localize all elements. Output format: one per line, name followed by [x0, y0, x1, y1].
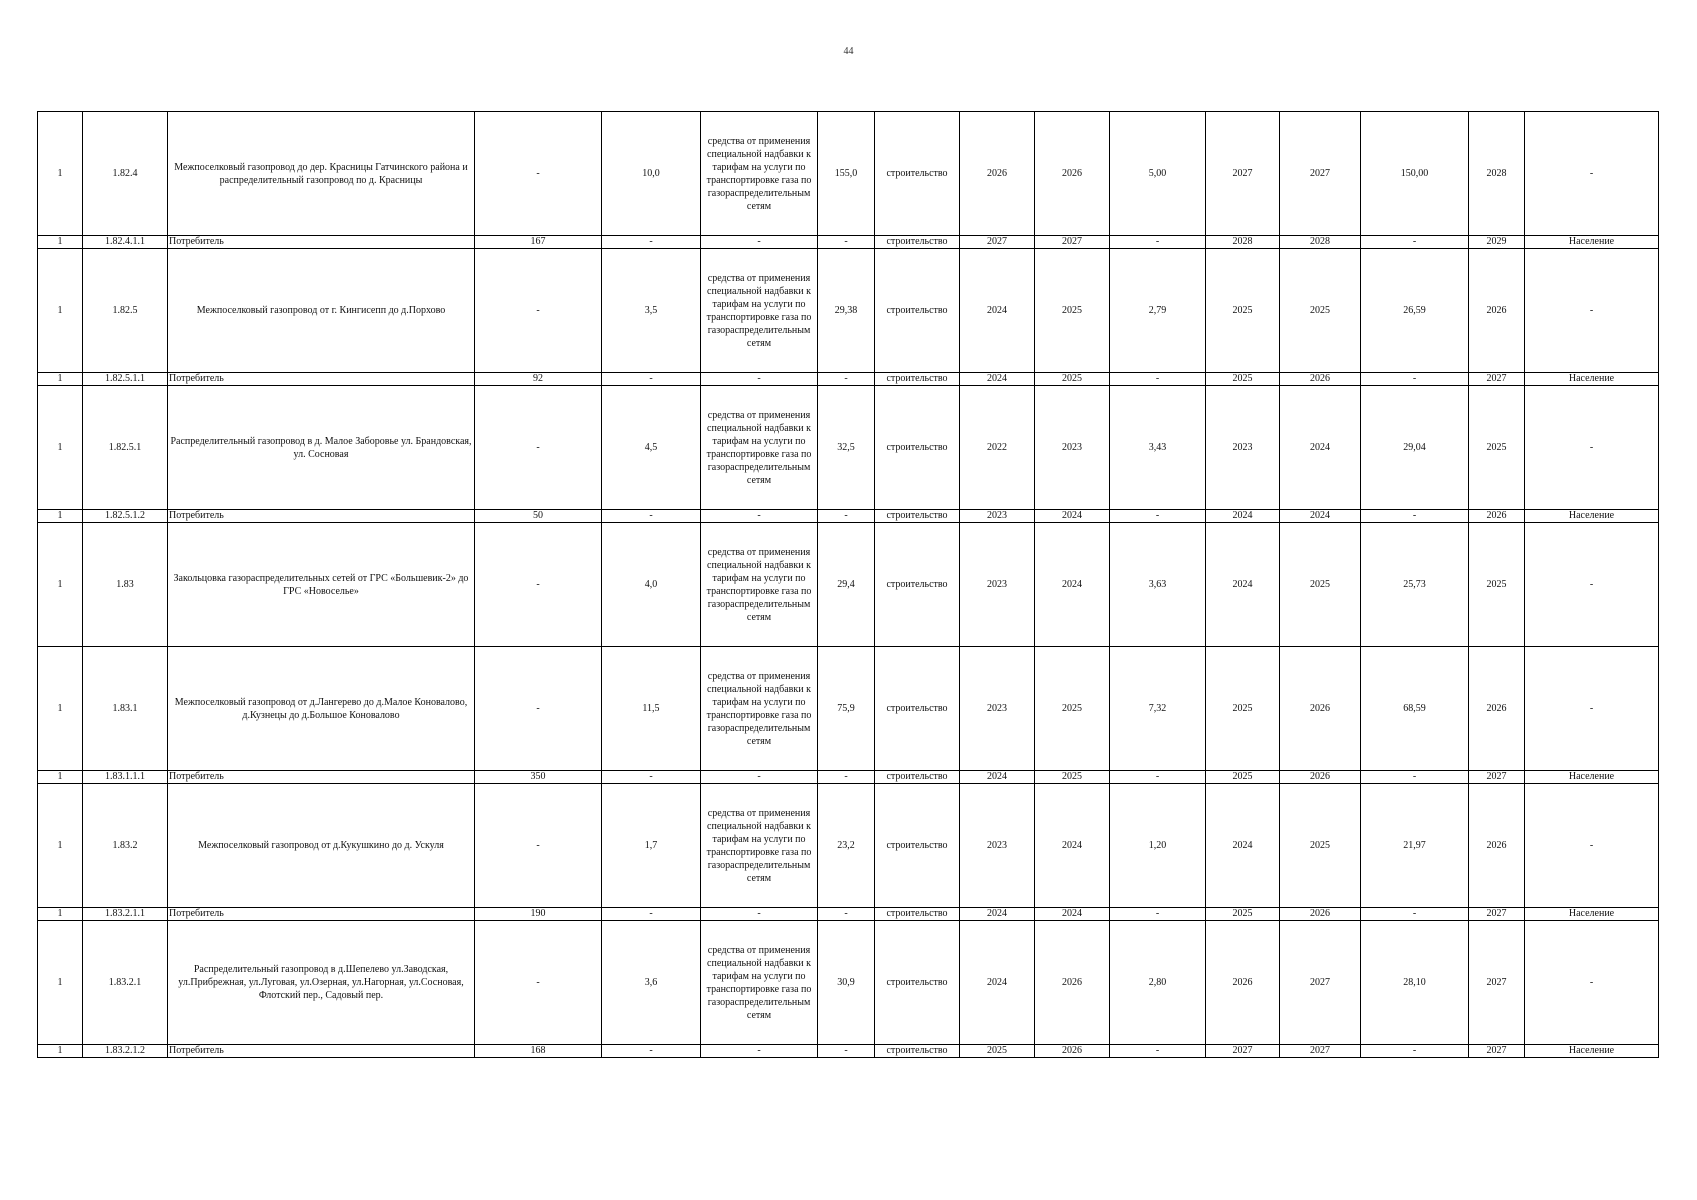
cell-commission-year: 2026 [1469, 510, 1525, 523]
cell-commission-year: 2027 [1469, 921, 1525, 1045]
cell-design-end-year: 2025 [1035, 647, 1110, 771]
cell-financing-source: средства от применения специальной надбавки к тарифам на услуги по транспортировке газа по газораспределительным сетям [701, 784, 818, 908]
cell-consumers: 190 [475, 908, 602, 921]
cell-total-cost: 32,5 [818, 386, 875, 510]
cell-work-type: строительство [875, 771, 960, 784]
cell-construction-end-year: 2026 [1280, 373, 1361, 386]
cell-object-name: Межпоселковый газопровод до дер. Красницы Гатчинского района и распределительный газопровод по д. Красницы [168, 112, 475, 236]
cell-object-name: Межпоселковый газопровод от г. Кингисепп до д.Порхово [168, 249, 475, 373]
cell-object-code: 1.83.2 [83, 784, 168, 908]
cell-consumer-category: Население [1525, 510, 1659, 523]
cell-consumer-category: - [1525, 921, 1659, 1045]
cell-construction-start-year: 2026 [1206, 921, 1280, 1045]
cell-commission-year: 2026 [1469, 249, 1525, 373]
cell-construction-cost: 26,59 [1361, 249, 1469, 373]
cell-design-end-year: 2026 [1035, 112, 1110, 236]
cell-financing-source: - [701, 1045, 818, 1058]
cell-construction-start-year: 2025 [1206, 249, 1280, 373]
cell-consumer-category: Население [1525, 236, 1659, 249]
consumer-row [38, 373, 1659, 386]
cell-construction-end-year: 2024 [1280, 510, 1361, 523]
object-row [38, 784, 1659, 908]
cell-consumers: 92 [475, 373, 602, 386]
cell-total-cost: - [818, 771, 875, 784]
cell-length: 10,0 [602, 112, 701, 236]
cell-construction-cost: 25,73 [1361, 523, 1469, 647]
cell-construction-start-year: 2027 [1206, 112, 1280, 236]
cell-design-cost: - [1110, 373, 1206, 386]
cell-length: - [602, 771, 701, 784]
cell-row-index: 1 [38, 236, 83, 249]
cell-construction-end-year: 2027 [1280, 112, 1361, 236]
cell-consumers: - [475, 249, 602, 373]
consumer-row [38, 236, 1659, 249]
table-body [38, 112, 1659, 1058]
cell-length: 1,7 [602, 784, 701, 908]
cell-consumer-category: Население [1525, 373, 1659, 386]
cell-financing-source: - [701, 510, 818, 523]
cell-design-cost: 5,00 [1110, 112, 1206, 236]
cell-work-type: строительство [875, 510, 960, 523]
cell-object-name: Межпоселковый газопровод от д.Кукушкино до д. Ускуля [168, 784, 475, 908]
cell-construction-end-year: 2026 [1280, 908, 1361, 921]
cell-object-name: Межпоселковый газопровод от д.Лангерево до д.Малое Коновалово, д.Кузнецы до д.Большое Коновалово [168, 647, 475, 771]
cell-length: 11,5 [602, 647, 701, 771]
cell-row-index: 1 [38, 523, 83, 647]
cell-work-type: строительство [875, 386, 960, 510]
cell-consumer-category: - [1525, 386, 1659, 510]
cell-consumer-category: Население [1525, 1045, 1659, 1058]
cell-design-end-year: 2024 [1035, 523, 1110, 647]
cell-construction-end-year: 2027 [1280, 1045, 1361, 1058]
cell-work-type: строительство [875, 236, 960, 249]
consumer-row [38, 510, 1659, 523]
cell-financing-source: - [701, 771, 818, 784]
cell-object-name: Потребитель [168, 236, 475, 249]
cell-design-cost: 3,43 [1110, 386, 1206, 510]
cell-design-cost: - [1110, 908, 1206, 921]
cell-object-name: Потребитель [168, 771, 475, 784]
object-row [38, 112, 1659, 236]
cell-row-index: 1 [38, 1045, 83, 1058]
cell-total-cost: 23,2 [818, 784, 875, 908]
cell-construction-cost: - [1361, 373, 1469, 386]
cell-work-type: строительство [875, 112, 960, 236]
cell-financing-source: средства от применения специальной надбавки к тарифам на услуги по транспортировке газа по газораспределительным сетям [701, 112, 818, 236]
cell-object-code: 1.82.4.1.1 [83, 236, 168, 249]
cell-consumer-category: - [1525, 784, 1659, 908]
cell-construction-end-year: 2026 [1280, 771, 1361, 784]
cell-design-start-year: 2027 [960, 236, 1035, 249]
cell-design-start-year: 2025 [960, 1045, 1035, 1058]
cell-construction-end-year: 2025 [1280, 784, 1361, 908]
cell-design-start-year: 2024 [960, 908, 1035, 921]
cell-construction-end-year: 2028 [1280, 236, 1361, 249]
cell-consumers: 350 [475, 771, 602, 784]
cell-construction-start-year: 2025 [1206, 908, 1280, 921]
object-row [38, 523, 1659, 647]
cell-financing-source: - [701, 908, 818, 921]
cell-design-cost: 1,20 [1110, 784, 1206, 908]
cell-design-cost: - [1110, 236, 1206, 249]
cell-consumers: - [475, 386, 602, 510]
cell-row-index: 1 [38, 373, 83, 386]
cell-work-type: строительство [875, 249, 960, 373]
cell-consumer-category: Население [1525, 771, 1659, 784]
object-row [38, 386, 1659, 510]
cell-length: - [602, 908, 701, 921]
cell-total-cost: - [818, 1045, 875, 1058]
cell-consumers: 168 [475, 1045, 602, 1058]
cell-design-start-year: 2023 [960, 784, 1035, 908]
cell-object-code: 1.82.5.1 [83, 386, 168, 510]
cell-total-cost: 29,38 [818, 249, 875, 373]
cell-row-index: 1 [38, 784, 83, 908]
cell-object-code: 1.83.1.1.1 [83, 771, 168, 784]
cell-financing-source: - [701, 236, 818, 249]
cell-object-code: 1.82.5 [83, 249, 168, 373]
cell-financing-source: средства от применения специальной надбавки к тарифам на услуги по транспортировке газа по газораспределительным сетям [701, 386, 818, 510]
object-row [38, 249, 1659, 373]
cell-row-index: 1 [38, 510, 83, 523]
cell-consumer-category: - [1525, 647, 1659, 771]
object-row [38, 921, 1659, 1045]
cell-work-type: строительство [875, 523, 960, 647]
cell-consumer-category: Население [1525, 908, 1659, 921]
cell-total-cost: - [818, 908, 875, 921]
cell-construction-start-year: 2024 [1206, 510, 1280, 523]
cell-length: 3,6 [602, 921, 701, 1045]
cell-design-start-year: 2023 [960, 510, 1035, 523]
cell-commission-year: 2025 [1469, 523, 1525, 647]
cell-object-code: 1.82.5.1.1 [83, 373, 168, 386]
cell-construction-start-year: 2025 [1206, 771, 1280, 784]
cell-construction-cost: - [1361, 510, 1469, 523]
cell-commission-year: 2027 [1469, 771, 1525, 784]
cell-construction-start-year: 2024 [1206, 523, 1280, 647]
cell-length: 4,0 [602, 523, 701, 647]
cell-work-type: строительство [875, 647, 960, 771]
cell-total-cost: - [818, 510, 875, 523]
cell-construction-end-year: 2025 [1280, 249, 1361, 373]
cell-construction-start-year: 2024 [1206, 784, 1280, 908]
cell-work-type: строительство [875, 373, 960, 386]
cell-construction-end-year: 2026 [1280, 647, 1361, 771]
cell-object-code: 1.82.4 [83, 112, 168, 236]
cell-row-index: 1 [38, 921, 83, 1045]
cell-total-cost: 155,0 [818, 112, 875, 236]
cell-design-start-year: 2022 [960, 386, 1035, 510]
cell-object-code: 1.83.2.1 [83, 921, 168, 1045]
cell-commission-year: 2027 [1469, 373, 1525, 386]
cell-design-end-year: 2026 [1035, 921, 1110, 1045]
investment-table [37, 111, 1659, 1058]
cell-financing-source: средства от применения специальной надбавки к тарифам на услуги по транспортировке газа по газораспределительным сетям [701, 921, 818, 1045]
cell-row-index: 1 [38, 771, 83, 784]
cell-object-code: 1.83.1 [83, 647, 168, 771]
cell-design-end-year: 2025 [1035, 771, 1110, 784]
cell-design-start-year: 2023 [960, 647, 1035, 771]
cell-object-name: Потребитель [168, 510, 475, 523]
cell-design-end-year: 2024 [1035, 510, 1110, 523]
cell-object-name: Закольцовка газораспределительных сетей от ГРС «Большевик-2» до ГРС «Новоселье» [168, 523, 475, 647]
cell-length: - [602, 1045, 701, 1058]
cell-row-index: 1 [38, 647, 83, 771]
cell-design-cost: - [1110, 771, 1206, 784]
cell-design-cost: 7,32 [1110, 647, 1206, 771]
cell-row-index: 1 [38, 386, 83, 510]
cell-design-end-year: 2025 [1035, 249, 1110, 373]
cell-design-cost: 3,63 [1110, 523, 1206, 647]
cell-financing-source: средства от применения специальной надбавки к тарифам на услуги по транспортировке газа по газораспределительным сетям [701, 249, 818, 373]
cell-construction-start-year: 2025 [1206, 647, 1280, 771]
cell-design-end-year: 2024 [1035, 908, 1110, 921]
cell-construction-end-year: 2025 [1280, 523, 1361, 647]
cell-row-index: 1 [38, 908, 83, 921]
cell-design-cost: 2,80 [1110, 921, 1206, 1045]
cell-consumers: - [475, 647, 602, 771]
cell-work-type: строительство [875, 921, 960, 1045]
cell-consumer-category: - [1525, 112, 1659, 236]
cell-object-code: 1.83.2.1.2 [83, 1045, 168, 1058]
cell-total-cost: 29,4 [818, 523, 875, 647]
cell-construction-cost: - [1361, 771, 1469, 784]
cell-design-end-year: 2025 [1035, 373, 1110, 386]
cell-total-cost: 30,9 [818, 921, 875, 1045]
cell-object-name: Потребитель [168, 1045, 475, 1058]
cell-design-end-year: 2026 [1035, 1045, 1110, 1058]
cell-object-name: Распределительный газопровод в д.Шепелево ул.Заводская, ул.Прибрежная, ул.Луговая, ул.Озерная, ул.Нагорная, ул.Сосновая, Флотский пер., Садовый пер. [168, 921, 475, 1045]
cell-commission-year: 2025 [1469, 386, 1525, 510]
cell-length: 3,5 [602, 249, 701, 373]
cell-construction-cost: 150,00 [1361, 112, 1469, 236]
cell-design-cost: 2,79 [1110, 249, 1206, 373]
cell-construction-start-year: 2027 [1206, 1045, 1280, 1058]
cell-consumers: - [475, 784, 602, 908]
cell-object-code: 1.83.2.1.1 [83, 908, 168, 921]
cell-construction-start-year: 2028 [1206, 236, 1280, 249]
cell-consumer-category: - [1525, 249, 1659, 373]
cell-total-cost: - [818, 373, 875, 386]
cell-construction-cost: 29,04 [1361, 386, 1469, 510]
cell-design-end-year: 2023 [1035, 386, 1110, 510]
cell-financing-source: средства от применения специальной надбавки к тарифам на услуги по транспортировке газа по газораспределительным сетям [701, 523, 818, 647]
page-number: 44 [843, 46, 854, 57]
cell-object-name: Потребитель [168, 373, 475, 386]
cell-design-start-year: 2024 [960, 921, 1035, 1045]
cell-commission-year: 2029 [1469, 236, 1525, 249]
cell-construction-cost: - [1361, 908, 1469, 921]
object-row [38, 647, 1659, 771]
cell-design-end-year: 2027 [1035, 236, 1110, 249]
cell-commission-year: 2027 [1469, 908, 1525, 921]
cell-object-name: Потребитель [168, 908, 475, 921]
cell-financing-source: средства от применения специальной надбавки к тарифам на услуги по транспортировке газа по газораспределительным сетям [701, 647, 818, 771]
cell-design-cost: - [1110, 510, 1206, 523]
cell-work-type: строительство [875, 908, 960, 921]
cell-consumers: 50 [475, 510, 602, 523]
cell-consumers: - [475, 112, 602, 236]
cell-construction-cost: - [1361, 1045, 1469, 1058]
cell-commission-year: 2028 [1469, 112, 1525, 236]
cell-consumers: - [475, 523, 602, 647]
cell-financing-source: - [701, 373, 818, 386]
cell-construction-cost: 68,59 [1361, 647, 1469, 771]
cell-consumer-category: - [1525, 523, 1659, 647]
cell-work-type: строительство [875, 784, 960, 908]
cell-construction-cost: 21,97 [1361, 784, 1469, 908]
consumer-row [38, 908, 1659, 921]
cell-design-start-year: 2024 [960, 249, 1035, 373]
cell-commission-year: 2027 [1469, 1045, 1525, 1058]
cell-construction-end-year: 2027 [1280, 921, 1361, 1045]
consumer-row [38, 771, 1659, 784]
cell-construction-cost: - [1361, 236, 1469, 249]
cell-consumers: - [475, 921, 602, 1045]
cell-length: - [602, 373, 701, 386]
cell-object-code: 1.82.5.1.2 [83, 510, 168, 523]
cell-total-cost: - [818, 236, 875, 249]
cell-design-start-year: 2023 [960, 523, 1035, 647]
cell-commission-year: 2026 [1469, 784, 1525, 908]
cell-construction-end-year: 2024 [1280, 386, 1361, 510]
cell-object-name: Распределительный газопровод в д. Малое Заборовье ул. Брандовская, ул. Сосновая [168, 386, 475, 510]
cell-row-index: 1 [38, 249, 83, 373]
cell-object-code: 1.83 [83, 523, 168, 647]
cell-total-cost: 75,9 [818, 647, 875, 771]
cell-work-type: строительство [875, 1045, 960, 1058]
cell-design-cost: - [1110, 1045, 1206, 1058]
cell-row-index: 1 [38, 112, 83, 236]
cell-length: - [602, 236, 701, 249]
cell-design-end-year: 2024 [1035, 784, 1110, 908]
cell-length: - [602, 510, 701, 523]
cell-construction-start-year: 2023 [1206, 386, 1280, 510]
cell-consumers: 167 [475, 236, 602, 249]
cell-design-start-year: 2024 [960, 373, 1035, 386]
cell-length: 4,5 [602, 386, 701, 510]
consumer-row [38, 1045, 1659, 1058]
cell-construction-start-year: 2025 [1206, 373, 1280, 386]
cell-commission-year: 2026 [1469, 647, 1525, 771]
cell-design-start-year: 2024 [960, 771, 1035, 784]
cell-design-start-year: 2026 [960, 112, 1035, 236]
cell-construction-cost: 28,10 [1361, 921, 1469, 1045]
